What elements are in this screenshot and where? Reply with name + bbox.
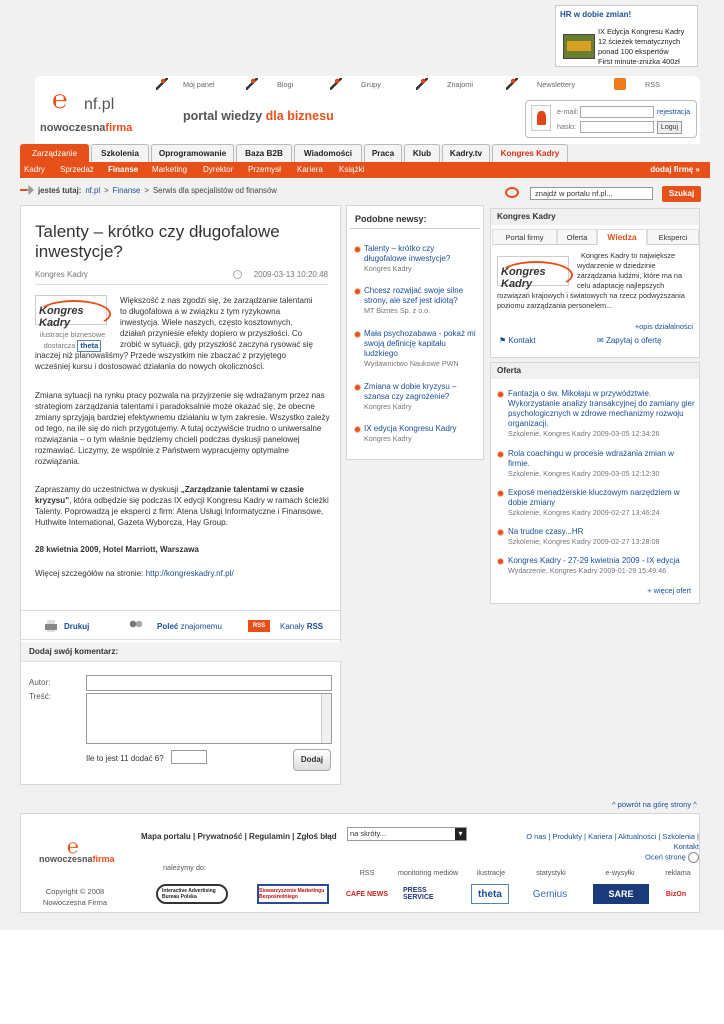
search-input[interactable]: znajdź w portalu nf.pl... bbox=[530, 187, 653, 200]
offers-box bbox=[490, 362, 700, 604]
company-description-text: Kongres Kadry to największe wydarzenie w dziedzinie zarządzania ludźmi, które ma na celu adaptację najlepszych rozwiązań krajowych i światowych na rzecz podwyższania poziomu zarządzania personelem... bbox=[497, 251, 685, 310]
back-to-top-link[interactable]: ^ powrót na górę strony ^ bbox=[612, 800, 697, 809]
sub-nav-item[interactable]: Finanse bbox=[108, 165, 139, 174]
email-label: e-mail: bbox=[557, 107, 579, 116]
user-avatar-icon bbox=[531, 105, 551, 131]
top-nav-blogs[interactable] bbox=[246, 78, 293, 90]
sub-nav-item[interactable]: Kariera bbox=[297, 165, 323, 174]
recommend-b: znajomemu bbox=[178, 621, 222, 631]
hr-promo-text bbox=[598, 27, 697, 67]
company-logo[interactable] bbox=[497, 256, 569, 290]
top-nav-groups[interactable] bbox=[330, 78, 381, 90]
contact-label[interactable]: Kontakt bbox=[508, 336, 536, 345]
top-nav-my-panel[interactable] bbox=[156, 78, 215, 90]
breadcrumb-separator: > bbox=[104, 185, 109, 195]
top-nav-label[interactable]: Mój panel bbox=[183, 79, 215, 89]
text-bold: „Zarządzanie talentami w czasie kryzysu” bbox=[35, 485, 305, 505]
company-tab-experts[interactable]: Eksperci bbox=[647, 229, 699, 245]
offer-title[interactable]: Fantazja o św. Mikołaju w przywództwie. Wykorzystanie analizy transakcyjnej do zamiany gier psychologicznych w zdrowe mechanizmy rozwoju organizacji. bbox=[497, 389, 695, 429]
article-actions bbox=[21, 610, 342, 640]
register-link[interactable]: rejestracja bbox=[657, 107, 691, 116]
similar-news-item[interactable] bbox=[355, 424, 477, 444]
tab-kongres-kadry[interactable]: Kongres Kadry bbox=[492, 144, 568, 162]
text-line: inaczej niż planowaliśmy? Przede wszystkim nie zbaczać z przyjętego bbox=[35, 351, 287, 360]
sub-nav-item[interactable]: Sprzedaż bbox=[60, 165, 94, 174]
top-nav-label[interactable]: Newslettery bbox=[537, 79, 576, 89]
friends-icon bbox=[416, 78, 428, 90]
breadcrumb-current: Serwis dla specjalistów od finansów bbox=[152, 185, 277, 195]
hr-promo-title[interactable]: HR w dobie zmian! bbox=[560, 10, 632, 19]
shortcuts-select[interactable]: na skróty... ▾ bbox=[347, 827, 467, 841]
footer-category: e-wysyłki bbox=[605, 868, 635, 877]
article-paragraph: Zmiana sytuacji na rynku pracy pozwala na przyjrzenie się wdrażanym przez nas strategiom zarządzania talentami i paradoksalnie może okazać się, że obecne zmiany sprzyjają bardziej efektywnemu działaniu w tym zakresie. Wszystko zależy od tego, na ile się do nich przygotujemy. A tutaj oczywiście trudno o uniwersalne rozwiązania – o tym właśnie będziemy chcieli podczas dyskusji panelowej rozmawiać. Liczymy, że wspólnie z Państwem wypracujemy optymalne rozwiązania. bbox=[35, 391, 330, 466]
email-field[interactable] bbox=[580, 106, 654, 118]
top-nav-label[interactable]: Grupy bbox=[361, 79, 381, 89]
tab-kadry-tv[interactable]: Kadry.tv bbox=[442, 144, 490, 162]
author-input[interactable] bbox=[86, 675, 332, 691]
top-nav bbox=[150, 78, 695, 92]
footer-category: monitoring mediów bbox=[397, 868, 459, 877]
breadcrumb bbox=[20, 185, 277, 195]
copyright: Copyright © 2008 Nowoczesna Firma bbox=[42, 887, 108, 907]
bizon-logo[interactable]: BizOn bbox=[665, 890, 687, 898]
figure-icon bbox=[156, 78, 168, 90]
sare-logo[interactable]: SARE bbox=[593, 884, 649, 904]
sub-nav bbox=[20, 162, 710, 178]
kongres-link[interactable]: http://kongreskadry.nf.pl/ bbox=[145, 569, 234, 578]
logo-text: Kongres Kadry bbox=[39, 305, 106, 329]
offer-title[interactable]: Rola coachingu w procesie wdrażania zmian w firmie. bbox=[497, 449, 695, 469]
event-info: 28 kwietnia 2009, Hotel Marriott, Warszawa bbox=[35, 545, 199, 554]
logo-name-b: firma bbox=[105, 122, 133, 134]
press-service-logo[interactable]: PRESS SERVICE bbox=[403, 887, 434, 901]
add-company-link[interactable]: dodaj firmę » bbox=[650, 165, 700, 174]
submit-comment-button[interactable]: Dodaj bbox=[293, 749, 331, 771]
offers-header: Oferta bbox=[491, 363, 699, 379]
illustration-caption: ilustracje biznesowe dostarcza bbox=[39, 330, 106, 350]
top-nav-rss[interactable] bbox=[614, 78, 660, 90]
rate-page-label[interactable]: Oceń stronę bbox=[645, 852, 686, 862]
arrow-icon bbox=[20, 185, 34, 195]
article-title: Talenty – krótko czy długofalowe inwestycje? bbox=[35, 222, 280, 261]
group-icon bbox=[330, 78, 342, 90]
article-paragraph bbox=[35, 350, 335, 372]
tagline-a: portal wiedzy bbox=[183, 109, 266, 123]
offer-item[interactable] bbox=[497, 389, 695, 439]
similar-news-title[interactable]: Talenty – krótko czy długofalowe inwestycje? bbox=[355, 244, 477, 264]
text-line: Większość z nas zgodzi się, że zarządzanie talentami bbox=[120, 296, 313, 305]
text-line: działań przyniesie efekty dopiero w przyszłości. Co bbox=[120, 329, 303, 338]
offer-item[interactable] bbox=[497, 556, 695, 576]
text-span: , która odbędzie się podczas IX edycji Kongresu Kadry w ramach ścieżki Talenty. Poprowadzą je eksperci z firm: Atena Usługi Informatyczne i Finansowe, Huthwite International, Gazeta Wyborcza, Hay Group. bbox=[35, 496, 329, 527]
illustration-credit bbox=[35, 330, 110, 352]
sub-nav-item[interactable]: Kadry bbox=[24, 165, 45, 174]
channels-a: Kanały bbox=[280, 621, 307, 631]
similar-news-item[interactable] bbox=[355, 382, 477, 412]
logo-mark-icon: ℮ bbox=[52, 84, 68, 114]
password-field[interactable] bbox=[580, 121, 654, 133]
similar-news-source: Kongres Kadry bbox=[364, 434, 412, 443]
offer-meta: Szkolenie, Kongres Kadry 2009-02-27 13:46:24 bbox=[508, 508, 660, 517]
logo-text: Kongres Kadry bbox=[501, 266, 568, 290]
sub-nav-item[interactable]: Przemysł bbox=[248, 165, 281, 174]
similar-news-title[interactable]: IX edycja Kongresu Kadry bbox=[355, 424, 477, 434]
breadcrumb-finanse[interactable]: Finanse bbox=[112, 185, 141, 195]
logo-domain: nf.pl bbox=[84, 96, 115, 113]
tagline-b: dla biznesu bbox=[265, 109, 334, 123]
gemius-logo[interactable]: Gemius bbox=[532, 888, 568, 900]
offer-title[interactable]: Na trudne czasy...HR bbox=[497, 527, 695, 537]
login-button[interactable]: Loguj bbox=[657, 121, 682, 134]
article-paragraph bbox=[35, 484, 335, 528]
more-offers-link[interactable]: + więcej ofert bbox=[647, 586, 691, 595]
text-span: Więcej szczegółów na stronie: bbox=[35, 569, 146, 578]
similar-news-source: Kongres Kadry bbox=[364, 264, 412, 273]
breadcrumb-separator: > bbox=[144, 185, 149, 195]
top-nav-friends[interactable] bbox=[416, 78, 473, 90]
rate-page-link[interactable] bbox=[499, 852, 699, 863]
captcha-input[interactable] bbox=[171, 750, 207, 764]
offer-title[interactable]: Exposé menadżerskie kluczowym narzędziem w dobie zmiany bbox=[497, 488, 695, 508]
login-box bbox=[525, 100, 697, 138]
breadcrumb-home[interactable]: nf.pl bbox=[85, 185, 101, 195]
blog-icon bbox=[246, 78, 258, 90]
similar-news-title[interactable]: Zmiana w dobie kryzysu – szansa czy zagrożenie? bbox=[355, 382, 477, 402]
scrollbar[interactable] bbox=[321, 694, 331, 743]
tab-praca[interactable]: Praca bbox=[364, 144, 402, 162]
comment-header: Dodaj swój komentarz: bbox=[21, 642, 342, 662]
tab-oprogramowanie[interactable]: Oprogramowanie bbox=[151, 144, 234, 162]
footer-category: ilustracje bbox=[476, 868, 506, 877]
top-nav-label[interactable]: Blogi bbox=[277, 79, 294, 89]
article-meta bbox=[35, 270, 328, 279]
captcha-question: Ile to jest 11 dodać 6? bbox=[86, 754, 164, 763]
belongs-label: należymy do: bbox=[163, 863, 206, 872]
logo-mark-icon: ℮ bbox=[67, 836, 80, 858]
offer-meta: Szkolenie, Kongres Kadry 2009-03-05 12:12:30 bbox=[508, 469, 660, 478]
offer-item[interactable] bbox=[497, 527, 695, 547]
sub-nav-item[interactable]: Książki bbox=[339, 165, 365, 174]
similar-news-box bbox=[346, 205, 484, 460]
cafe-news-logo[interactable]: CAFE NEWS bbox=[346, 890, 388, 898]
company-more-link[interactable]: +opis działalności bbox=[634, 322, 693, 331]
similar-news-title[interactable]: Mała psychozabawa - pokaż mi swoją definicję kapitału ludzkiego bbox=[355, 329, 477, 359]
recommend-a: Poleć bbox=[157, 621, 179, 631]
clock-icon bbox=[233, 270, 242, 279]
tab-zarzadzanie[interactable]: Zarządzanie bbox=[20, 144, 89, 162]
footer-category: statystyki bbox=[536, 868, 566, 877]
similar-news-source: Kongres Kadry bbox=[364, 402, 412, 411]
rss-icon bbox=[614, 78, 626, 90]
main-tabs bbox=[20, 144, 710, 162]
tab-szkolenia[interactable]: Szkolenia bbox=[91, 144, 149, 162]
similar-news-item[interactable] bbox=[355, 286, 477, 316]
rss-icon: RSS bbox=[248, 620, 270, 632]
text-line: wcześniej kursu i dostosować działania do nowych okoliczności. bbox=[35, 362, 265, 371]
company-contact-link[interactable]: ⚑ Kontakt bbox=[499, 336, 536, 345]
recommend-label[interactable] bbox=[157, 622, 222, 631]
theta-logo[interactable]: theta bbox=[471, 884, 509, 904]
offer-meta: Szkolenie, Kongres Kadry 2009-03-05 12:34:26 bbox=[508, 429, 660, 438]
channels-b: RSS bbox=[306, 621, 324, 631]
kongres-kadry-logo bbox=[35, 295, 107, 329]
top-nav-label[interactable]: RSS bbox=[645, 79, 661, 89]
divider bbox=[35, 284, 328, 285]
article-author: Kongres Kadry bbox=[35, 270, 88, 279]
site-logo[interactable] bbox=[40, 84, 140, 139]
text-line: inwestycja. Wiele naszych, często kosztownych, bbox=[120, 318, 293, 327]
newsletter-icon bbox=[506, 78, 518, 90]
logo-name bbox=[40, 122, 132, 134]
top-nav-newsletters[interactable] bbox=[506, 78, 575, 90]
article-date: 2009-03-13 10:20:48 bbox=[253, 270, 328, 279]
content-textarea[interactable] bbox=[86, 693, 332, 744]
tab-klub[interactable]: Klub bbox=[404, 144, 440, 162]
rss-channels-label[interactable] bbox=[280, 622, 323, 631]
password-label: hasło: bbox=[557, 122, 577, 131]
company-header: Kongres Kadry bbox=[491, 209, 699, 225]
article-panel bbox=[20, 205, 341, 785]
text-line: zrobić w sytuacji, gdy przyszłość zaczyna rysować się bbox=[120, 340, 313, 349]
text-line: to długofalowa a w związku z tym ryzykowna bbox=[120, 307, 281, 316]
footer-category: RSS bbox=[359, 868, 375, 877]
printer-icon bbox=[43, 620, 59, 632]
company-inquiry-link[interactable]: ✉ Zapytaj o ofertę bbox=[597, 336, 662, 345]
text-span: Zapraszamy do uczestnictwa w dyskusji bbox=[35, 485, 181, 494]
smiley-icon bbox=[688, 852, 699, 863]
print-label[interactable]: Drukuj bbox=[64, 621, 90, 631]
article-paragraph bbox=[120, 295, 330, 350]
offer-item[interactable] bbox=[497, 449, 695, 479]
breadcrumb-label: jesteś tutaj: bbox=[38, 185, 82, 195]
footer-category: reklama bbox=[665, 868, 691, 877]
iab-logo[interactable]: Interactive Advertising Bureau Polska bbox=[156, 884, 228, 904]
tab-wiadomosci[interactable]: Wiadomości bbox=[294, 144, 362, 162]
footer-right-links bbox=[499, 832, 699, 863]
similar-news-source: Wydawnictwo Naukowe PWN bbox=[364, 359, 459, 368]
company-tab-offer[interactable]: Oferta bbox=[557, 229, 597, 245]
hr-promo-line: ponad 100 ekspertów bbox=[598, 47, 669, 56]
logo-name-a: nowoczesna bbox=[39, 854, 93, 864]
tab-baza-b2b[interactable]: Baza B2B bbox=[236, 144, 292, 162]
theta-logo[interactable]: theta bbox=[77, 340, 101, 352]
offer-item[interactable] bbox=[497, 488, 695, 518]
logo-name-a: nowoczesna bbox=[40, 122, 106, 134]
offer-title[interactable]: Kongres Kadry - 27-29 kwietnia 2009 - IX edycja bbox=[497, 556, 695, 566]
content-label: Treść: bbox=[29, 692, 51, 701]
search-button[interactable]: Szukaj bbox=[662, 186, 701, 202]
author-label: Autor: bbox=[29, 678, 51, 687]
similar-news-item[interactable] bbox=[355, 329, 477, 369]
company-tab-knowledge[interactable]: Wiedza bbox=[597, 229, 647, 245]
hr-promo-image[interactable] bbox=[563, 34, 595, 59]
similar-news-header: Podobne newsy: bbox=[350, 206, 480, 229]
hr-promo-line: 12 ścieżek tematycznych bbox=[598, 37, 681, 46]
company-tab-portal[interactable]: Portal firmy bbox=[492, 229, 557, 245]
company-box bbox=[490, 208, 700, 358]
top-nav-label[interactable]: Znajomi bbox=[447, 79, 473, 89]
similar-news-source: MT Biznes Sp. z o.o. bbox=[364, 306, 431, 315]
sub-nav-item[interactable]: Marketing bbox=[152, 165, 188, 174]
footer-logo[interactable] bbox=[39, 836, 119, 866]
hr-promo-box[interactable] bbox=[555, 5, 698, 67]
print-button[interactable] bbox=[43, 620, 89, 632]
footer-logo-name bbox=[39, 854, 115, 864]
sub-nav-item[interactable]: Dyrektor bbox=[203, 165, 234, 174]
similar-news-item[interactable] bbox=[355, 244, 477, 274]
footer-nav-links[interactable]: O nas | Produkty | Kariera | Aktualności | Szkolenia | Kontakt bbox=[526, 832, 699, 851]
hr-promo-line: IX Edycja Kongresu Kadry bbox=[598, 27, 685, 36]
smb-logo[interactable]: Stowarzyszenie Marketingu Bezpośredniego bbox=[257, 884, 329, 904]
offer-meta: Wydarzenie, Kongres Kadry 2009-01-29 15:49:46 bbox=[508, 566, 667, 575]
hr-promo-line: First minute-zniżka 400zł bbox=[598, 57, 680, 66]
article-paragraph bbox=[35, 568, 335, 579]
footer bbox=[20, 813, 700, 913]
rss-channels-button[interactable] bbox=[248, 620, 323, 632]
similar-news-title[interactable]: Chcesz rozwijać swoje silne strony, ale szef jest idiotą? bbox=[355, 286, 477, 306]
search-bar bbox=[505, 186, 705, 202]
inquiry-label[interactable]: Zapytaj o ofertę bbox=[605, 336, 662, 345]
people-icon bbox=[128, 620, 152, 632]
recommend-button[interactable] bbox=[128, 620, 222, 632]
footer-links[interactable]: Mapa portalu | Prywatność | Regulamin | Zgłoś błąd bbox=[141, 832, 337, 841]
logo-name-b: firma bbox=[92, 854, 115, 864]
speech-bubble-icon bbox=[505, 187, 519, 198]
tagline bbox=[183, 109, 334, 123]
offer-meta: Szkolenie, Kongres Kadry 2009-02-27 13:28:08 bbox=[508, 537, 660, 546]
